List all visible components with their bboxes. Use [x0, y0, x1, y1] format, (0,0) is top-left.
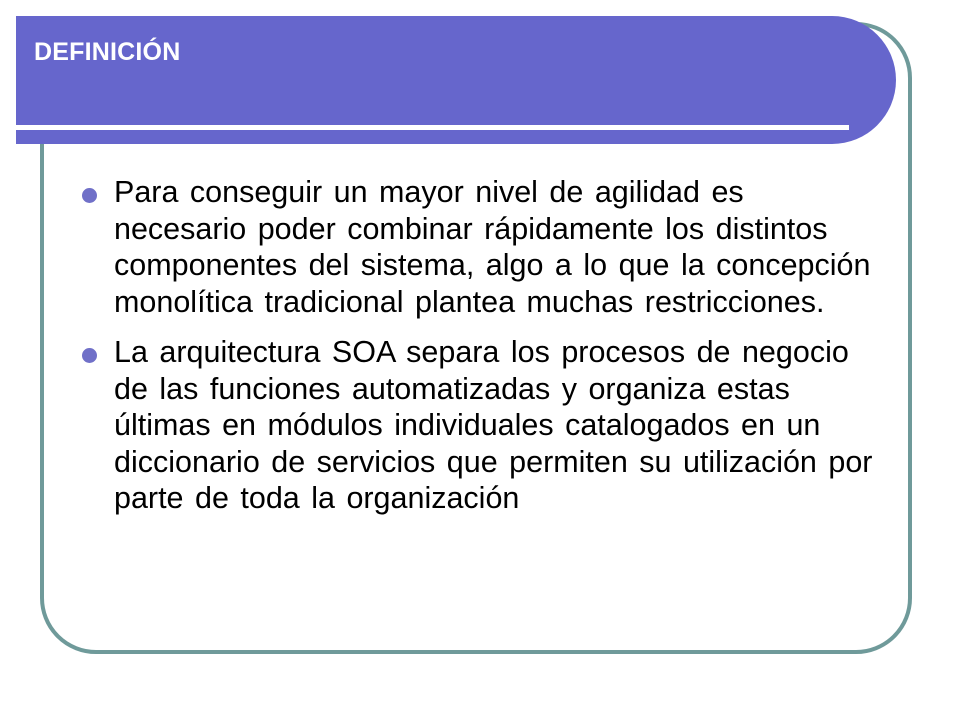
bullet-list: [82, 174, 882, 531]
bullet-item: [82, 334, 882, 517]
bullet-text: Para conseguir un mayor nivel de agilidad es necesario poder combinar rápidamente los distintos componentes del sistema, algo a lo que la concepción monolítica tradicional plantea muchas restricciones.: [114, 175, 871, 319]
slide-title: DEFINICIÓN: [34, 38, 181, 66]
bullet-text: La arquitectura SOA separa los procesos de negocio de las funciones automatizadas y organiza estas últimas en módulos individuales catalogados en un diccionario de servicios que permiten su utilización por parte de toda la organización: [114, 335, 873, 515]
bullet-icon: [82, 348, 97, 363]
title-divider: [16, 125, 849, 130]
bullet-icon: [82, 188, 97, 203]
bullet-item: [82, 174, 882, 320]
